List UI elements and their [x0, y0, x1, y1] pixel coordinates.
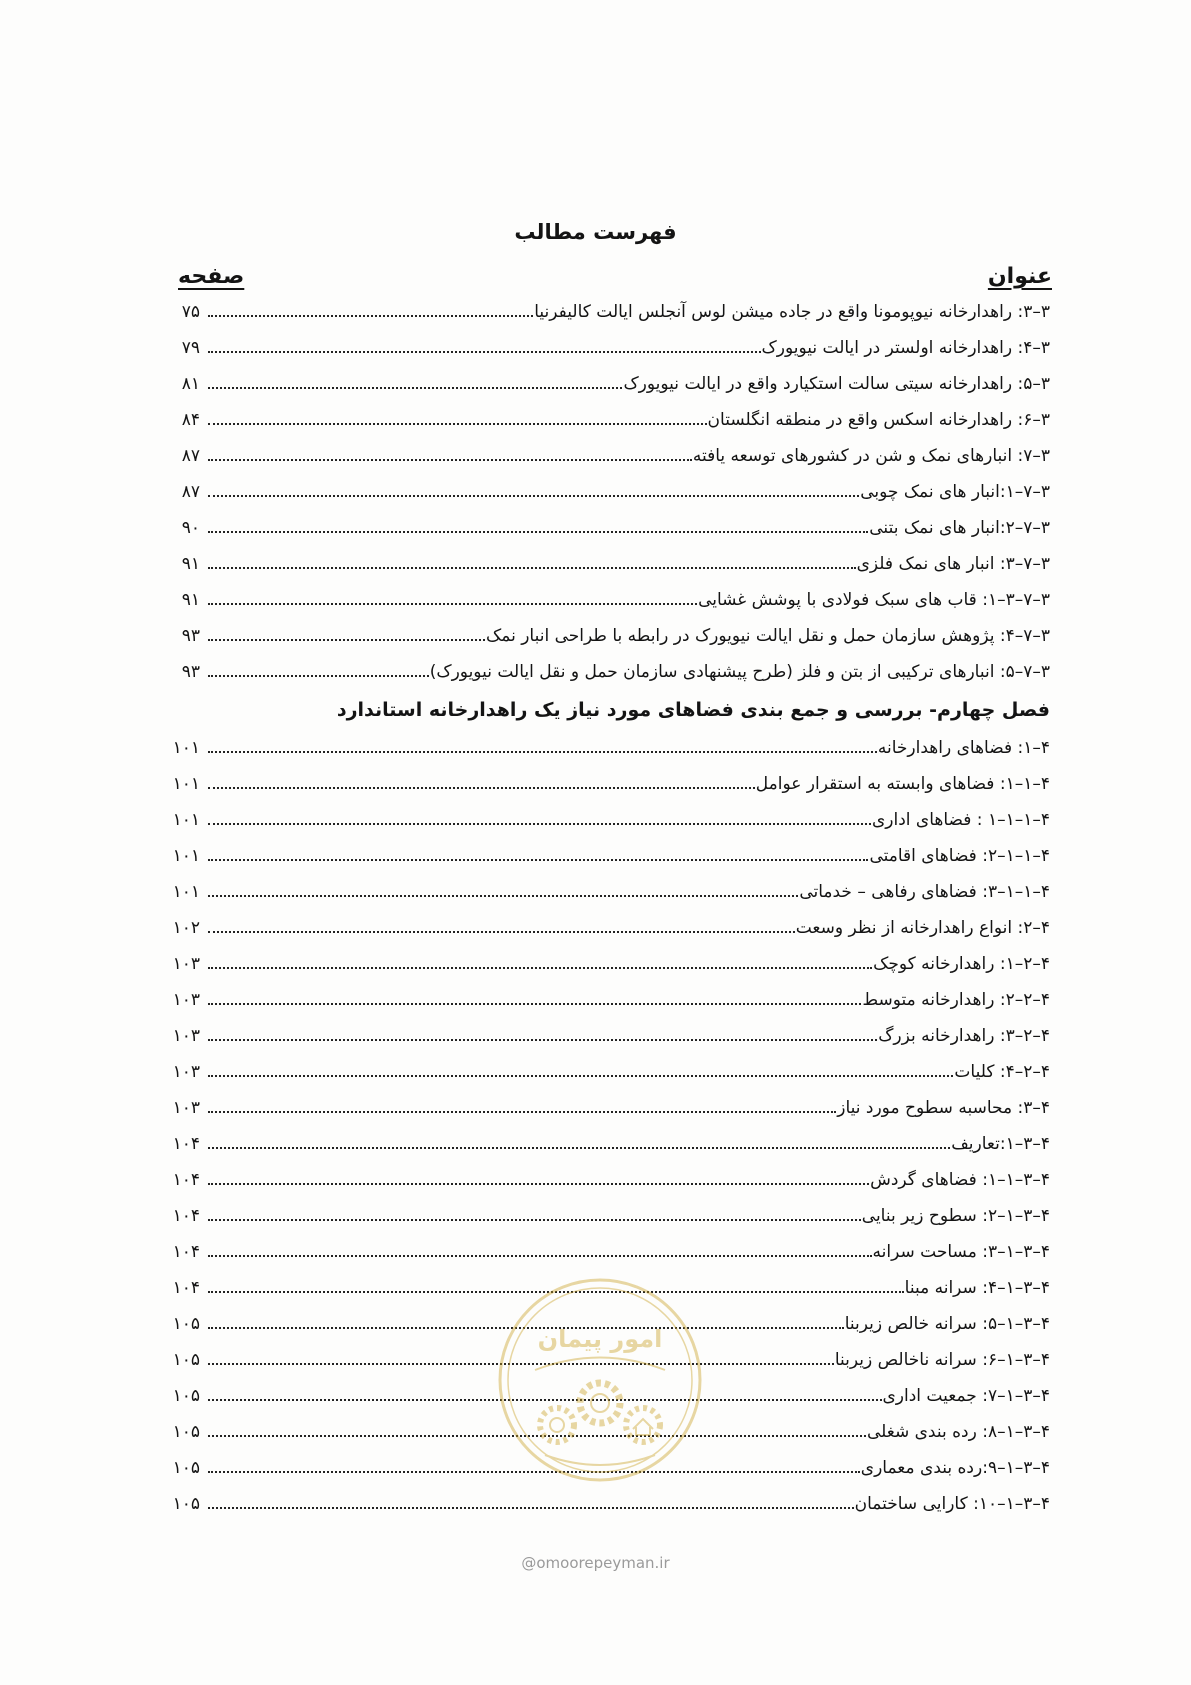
dot-leader	[208, 1218, 861, 1221]
dot-leader	[208, 1110, 836, 1113]
toc-entry-title: ۴–۲–۱: راهدارخانه کوچک	[873, 954, 1050, 974]
dot-leader	[208, 530, 868, 533]
toc-entry-page: ۱۰۳	[172, 990, 200, 1010]
toc-entry	[160, 802, 1050, 838]
toc-entry-page: ۱۰۴	[172, 1134, 200, 1154]
toc-entry	[160, 546, 1050, 582]
dot-leader	[208, 1002, 861, 1005]
toc-entry-page: ۱۰۱	[172, 774, 200, 794]
toc-entry-page: ۱۰۳	[172, 954, 200, 974]
toc-entry	[160, 1054, 1050, 1090]
toc-entry-title: ۳–۷–۴: پژوهش سازمان حمل و نقل ایالت نیویورک در رابطه با طراحی انبار نمک	[486, 626, 1050, 646]
toc-entry-title: ۴–۲–۴: کلیات	[954, 1062, 1050, 1082]
toc-entry-page: ۹۳	[181, 626, 200, 646]
toc-entry	[160, 474, 1050, 510]
toc-entry	[160, 438, 1050, 474]
column-header	[178, 256, 1052, 296]
dot-leader	[208, 494, 859, 497]
dot-leader	[208, 822, 871, 825]
toc-entry-page: ۸۱	[181, 374, 200, 394]
toc-entry	[160, 1486, 1050, 1522]
toc-entry	[160, 982, 1050, 1018]
toc-entry-title: ۴–۳: محاسبه سطوح مورد نیاز	[837, 1098, 1050, 1118]
toc-entry-page: ۱۰۵	[172, 1494, 200, 1514]
toc-entry	[160, 654, 1050, 690]
dot-leader	[208, 1254, 872, 1257]
toc-entry-page: ۱۰۲	[172, 918, 200, 938]
dot-leader	[208, 858, 868, 861]
watermark-logo-text: امور پیمان	[537, 1325, 663, 1353]
toc-entry	[160, 874, 1050, 910]
toc-entry-title: ۴–۲: انواع راهدارخانه از نظر وسعت	[795, 918, 1050, 938]
toc-entry-page: ۱۰۱	[172, 882, 200, 902]
dot-leader	[208, 966, 872, 969]
toc-entry-title: ۳–۷: انبارهای نمک و شن در کشورهای توسعه یافته	[692, 446, 1050, 466]
toc-entry-title: ۳–۷–۲:انبار های نمک بتنی	[869, 518, 1050, 538]
toc-entry-page: ۷۹	[181, 338, 200, 358]
toc-entry-page: ۱۰۳	[172, 1026, 200, 1046]
toc-entry-page: ۸۷	[181, 446, 200, 466]
dot-leader	[208, 638, 485, 641]
page-column-header: صفحه	[178, 263, 245, 289]
toc-entry-title: ۴–۳–۱–۵: سرانه خالص زیربنا	[844, 1314, 1050, 1334]
toc-entry	[160, 730, 1050, 766]
toc-entry-title: ۴–۳–۱–۱: فضاهای گردش	[870, 1170, 1050, 1190]
toc-entry-title: ۴–۱–۱–۳: فضاهای رفاهی – خدماتی	[799, 882, 1050, 902]
toc-entry-page: ۱۰۳	[172, 1098, 200, 1118]
dot-leader	[208, 602, 697, 605]
toc-entry-page: ۹۱	[181, 554, 200, 574]
toc-entry	[160, 838, 1050, 874]
dot-leader	[208, 386, 622, 389]
toc-entry-title: ۴–۳–۱–۷: جمعیت اداری	[882, 1386, 1050, 1406]
toc-entry-page: ۱۰۵	[172, 1386, 200, 1406]
toc-entry-page: ۷۵	[181, 302, 200, 322]
dot-leader	[208, 350, 761, 353]
toc-entry	[160, 1126, 1050, 1162]
toc-entry-page: ۱۰۵	[172, 1314, 200, 1334]
chapter-heading: فصل چهارم- بررسی و جمع بندی فضاهای مورد نیاز یک راهدارخانه استاندارد	[336, 699, 1050, 721]
toc-entry	[160, 946, 1050, 982]
dot-leader	[208, 894, 798, 897]
dot-leader	[208, 458, 692, 461]
toc-entry	[160, 510, 1050, 546]
toc-entry-title: ۴–۲–۳: راهدارخانه بزرگ	[878, 1026, 1050, 1046]
dot-leader	[208, 1182, 869, 1185]
toc-entry-page: ۱۰۳	[172, 1062, 200, 1082]
toc-entry	[160, 1090, 1050, 1126]
toc-entry-title: ۴–۳–۱–۹:رده بندی معماری	[860, 1458, 1050, 1478]
dot-leader	[208, 1146, 950, 1149]
watermark-logo	[495, 1275, 705, 1485]
toc-entry-title: ۴–۳–۱–۸: رده بندی شغلی	[866, 1422, 1050, 1442]
dot-leader	[208, 1038, 877, 1041]
toc-entry-page: ۱۰۴	[172, 1206, 200, 1226]
toc-entry-page: ۱۰۴	[172, 1242, 200, 1262]
toc-entry-page: ۹۳	[181, 662, 200, 682]
toc-entry-title: ۳–۴: راهدارخانه اولستر در ایالت نیویورک	[761, 338, 1050, 358]
dot-leader	[208, 786, 755, 789]
page-title: فهرست مطالب	[514, 220, 677, 244]
toc-entry-title: ۳–۷–۳: انبار های نمک فلزی	[856, 554, 1050, 574]
toc-entry	[160, 582, 1050, 618]
toc-entry-page: ۹۱	[181, 590, 200, 610]
toc-entry	[160, 1198, 1050, 1234]
dot-leader	[208, 1074, 953, 1077]
dot-leader	[208, 930, 795, 933]
dot-leader	[208, 314, 533, 317]
toc-entry	[160, 402, 1050, 438]
toc-entry-title: ۴–۱–۱–۲: فضاهای اقامتی	[869, 846, 1050, 866]
toc-entry-title: ۳–۶: راهدارخانه اسکس واقع در منطقه انگلستان	[707, 410, 1050, 430]
dot-leader	[208, 1506, 854, 1509]
toc-entry-title: ۴–۳–۱–۳: مساحت سرانه	[872, 1242, 1050, 1262]
toc-entry-title: ۳–۵: راهدارخانه سیتی سالت استکیارد واقع در ایالت نیویورک	[623, 374, 1050, 394]
toc-entry-title: ۴–۱: فضاهای راهدارخانه	[877, 738, 1050, 758]
toc-entry	[160, 1018, 1050, 1054]
toc-entry-title: ۴–۳–۱–۲: سطوح زیر بنایی	[861, 1206, 1050, 1226]
toc-entry-page: ۸۴	[181, 410, 200, 430]
toc-entry	[160, 910, 1050, 946]
toc-entry	[160, 1162, 1050, 1198]
toc-entry-title: ۴–۳–۱–۴: سرانه مبنا	[904, 1278, 1050, 1298]
toc-entry-page: ۱۰۴	[172, 1170, 200, 1190]
toc-entry	[160, 330, 1050, 366]
toc-entry	[160, 766, 1050, 802]
toc-entry	[160, 366, 1050, 402]
toc-entry-page: ۱۰۱	[172, 738, 200, 758]
gear-logo-icon	[495, 1275, 705, 1485]
toc-entry-title: ۴–۳–۱–۱۰: کارایی ساختمان	[854, 1494, 1050, 1514]
dot-leader	[208, 566, 856, 569]
toc-entry-title: ۳–۷–۱:انبار های نمک چوبی	[860, 482, 1050, 502]
toc-entry-page: ۸۷	[181, 482, 200, 502]
toc-entry-title: ۴–۳–۱:تعاریف	[951, 1134, 1050, 1154]
watermark-site-text: @omoorepeyman.ir	[521, 1554, 670, 1572]
toc-entry-title: ۳–۳: راهدارخانه نیوپومونا واقع در جاده میشن لوس آنجلس ایالت کالیفرنیا	[534, 302, 1050, 322]
toc-entry-page: ۱۰۱	[172, 810, 200, 830]
toc-entry-title: ۴–۲–۲: راهدارخانه متوسط	[862, 990, 1050, 1010]
toc-entry-page: ۱۰۵	[172, 1422, 200, 1442]
toc-entry-title: ۳–۷–۳–۱: قاب های سبک فولادی با پوشش غشایی	[698, 590, 1050, 610]
toc-entry-title: ۴–۳–۱–۶: سرانه ناخالص زیربنا	[834, 1350, 1050, 1370]
toc-entry-title: ۳–۷–۵: انبارهای ترکیبی از بتن و فلز (طرح پیشنهادی سازمان حمل و نقل ایالت نیویورک)	[429, 662, 1050, 682]
toc-entry	[160, 1234, 1050, 1270]
toc-entry	[160, 294, 1050, 330]
toc-entry-page: ۱۰۵	[172, 1458, 200, 1478]
dot-leader	[208, 422, 707, 425]
toc-entry-page: ۱۰۱	[172, 846, 200, 866]
toc-entry-title: ۴–۱–۱: فضاهای وابسته به استقرار عوامل	[755, 774, 1050, 794]
toc-entry-page: ۱۰۵	[172, 1350, 200, 1370]
toc-entry-page: ۱۰۴	[172, 1278, 200, 1298]
dot-leader	[208, 674, 429, 677]
toc-entry-title: ۴–۱–۱–۱ : فضاهای اداری	[871, 810, 1050, 830]
toc-entry-page: ۹۰	[181, 518, 200, 538]
toc-entry	[160, 618, 1050, 654]
dot-leader	[208, 750, 877, 753]
title-column-header: عنوان	[987, 263, 1052, 289]
